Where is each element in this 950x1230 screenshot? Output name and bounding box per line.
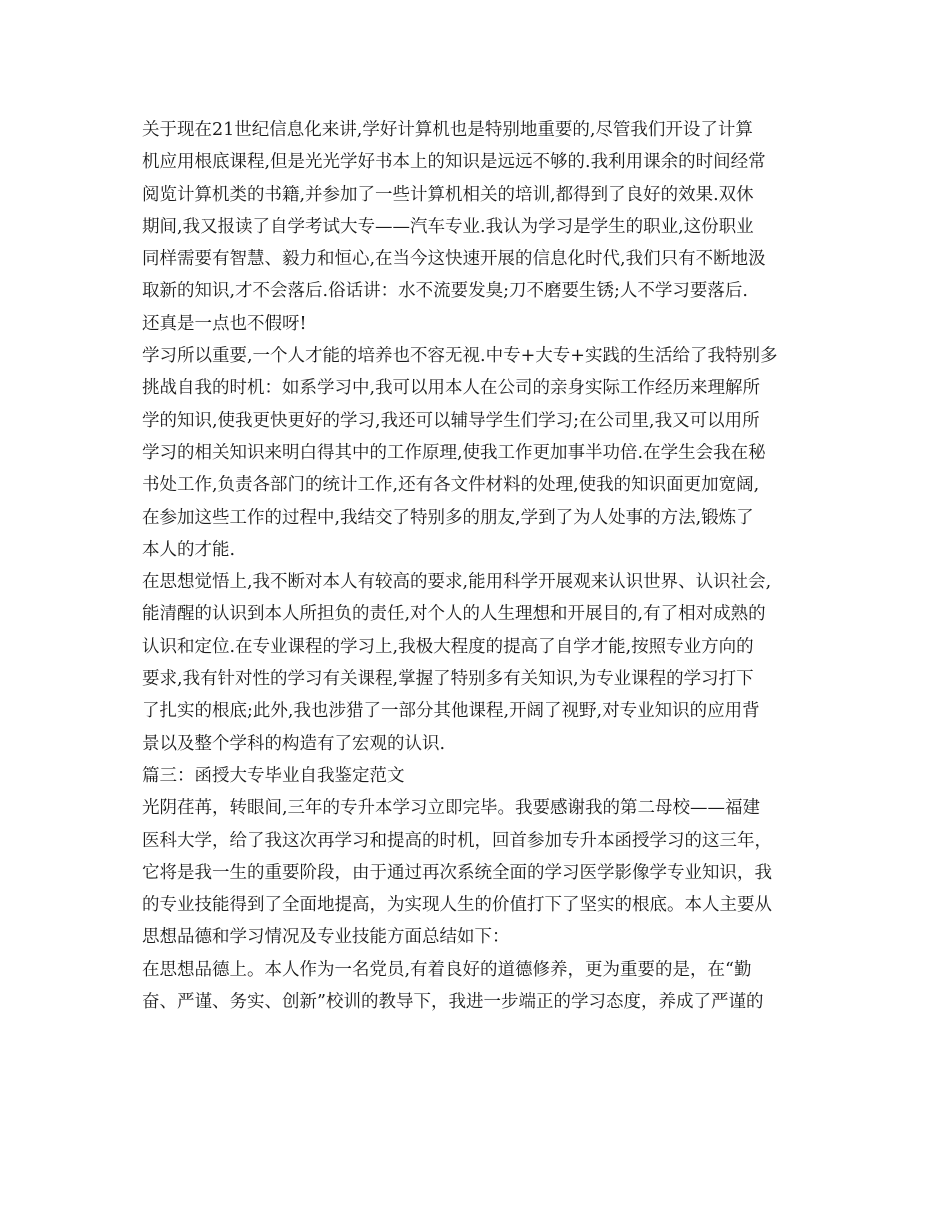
- text-line: 书处工作,负责各部门的统计工作,还有各文件材料的处理,使我的知识面更加宽阔,: [142, 475, 760, 496]
- text-line: 的专业技能得到了全面地提高，为实现人生的价值打下了坚实的根底。本人主要从: [142, 895, 772, 916]
- text-line: 关于现在21世纪信息化来讲,学好计算机也是特别地重要的,尽管我们开设了计算: [142, 120, 753, 140]
- text-line: 认识和定位.在专业课程的学习上,我极大程度的提高了自学才能,按照专业方向的: [142, 636, 754, 657]
- text-line: 期间,我又报读了自学考试大专——汽车专业.我认为学习是学生的职业,这份职业: [142, 216, 754, 237]
- text-line: 思想品德和学习情况及专业技能方面总结如下：: [142, 927, 510, 948]
- text-line: 光阴荏苒，转眼间,三年的专升本学习立即完毕。我要感谢我的第二母校——福建: [142, 798, 761, 819]
- text-line: 学习的相关知识来明白得其中的工作原理,使我工作更加事半功倍.在学生会我在秘: [142, 442, 766, 463]
- text-line: 在参加这些工作的过程中,我结交了特别多的朋友,学到了为人处事的方法,锻炼了: [142, 507, 754, 528]
- text-line: 学习所以重要,一个人才能的培养也不容无视.中专+大专+实践的生活给了我特别多: [142, 346, 778, 367]
- text-line: 篇三：函授大专毕业自我鉴定范文: [142, 765, 405, 786]
- text-line: 能清醒的认识到本人所担负的责任,对个人的人生理想和开展目的,有了相对成熟的: [142, 604, 766, 625]
- text-line: 奋、严谨、务实、创新”校训的教导下，我进一步端正的学习态度，养成了严谨的: [142, 992, 764, 1013]
- text-line: 本人的才能.: [142, 539, 236, 560]
- text-line: 了扎实的根底;此外,我也涉猎了一部分其他课程,开阔了视野,对专业知识的应用背: [142, 701, 760, 722]
- document-body: [142, 114, 812, 1018]
- text-line: 学的知识,使我更快更好的学习,我还可以辅导学生们学习;在公司里,我又可以用所: [142, 410, 760, 431]
- text-line: 挑战自我的时机：如系学习中,我可以用本人在公司的亲身实际工作经历来理解所: [142, 378, 761, 399]
- text-line: 景以及整个学科的构造有了宏观的认识.: [142, 733, 446, 754]
- text-line: 要求,我有针对性的学习有关课程,掌握了特别多有关知识,为专业课程的学习打下: [142, 669, 754, 690]
- text-line: 机应用根底课程,但是光光学好书本上的知识是远远不够的.我利用课余的时间经常: [142, 152, 766, 173]
- text-line: 还真是一点也不假呀!: [142, 313, 307, 334]
- text-line: 阅览计算机类的书籍,并参加了一些计算机相关的培训,都得到了良好的效果.双休: [142, 184, 754, 205]
- text-line: 在思想觉悟上,我不断对本人有较高的要求,能用科学开展观来认识世界、认识社会,: [142, 572, 772, 593]
- text-line: 取新的知识,才不会落后.俗话讲：水不流要发臭;刀不磨要生锈;人不学习要落后.: [142, 281, 748, 302]
- text-line: 医科大学，给了我这次再学习和提高的时机，回首参加专升本函授学习的这三年，: [142, 830, 772, 851]
- text-line: 在思想品德上。本人作为一名党员,有着良好的道德修养，更为重要的是，在“勤: [142, 959, 752, 980]
- text-line: 同样需要有智慧、毅力和恒心,在当今这快速开展的信息化时代,我们只有不断地汲: [142, 249, 766, 270]
- text-line: 它将是我一生的重要阶段，由于通过再次系统全面的学习医学影像学专业知识，我: [142, 862, 772, 883]
